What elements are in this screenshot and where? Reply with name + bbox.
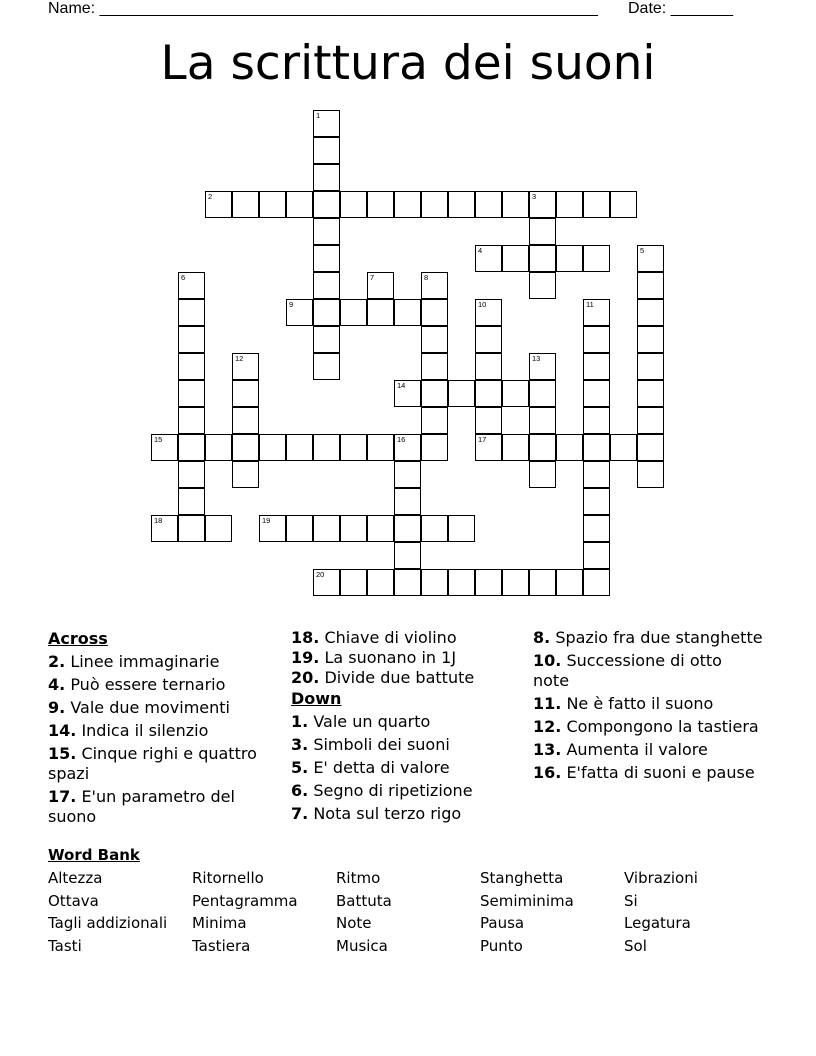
grid-cell[interactable] (232, 191, 259, 218)
grid-cell[interactable] (340, 515, 367, 542)
grid-cell[interactable] (583, 353, 610, 380)
grid-cell[interactable] (529, 434, 556, 461)
grid-cell[interactable] (313, 164, 340, 191)
word-bank-item: Minima (192, 914, 247, 932)
grid-cell[interactable] (475, 569, 502, 596)
clue-down-10: 10. Successione di otto note (533, 651, 722, 690)
grid-cell[interactable] (394, 299, 421, 326)
grid-cell[interactable] (529, 191, 556, 218)
clue-number: 14 (397, 381, 406, 390)
clue-number: 11 (586, 300, 594, 309)
clue-down-11: 11. Ne è fatto il suono (533, 694, 714, 713)
grid-cell[interactable] (340, 569, 367, 596)
grid-cell[interactable] (637, 380, 664, 407)
clue-number: 20 (316, 570, 325, 579)
word-bank-item: Semiminima (480, 892, 574, 910)
clue-number: 1 (316, 111, 321, 120)
grid-cell[interactable] (529, 461, 556, 488)
grid-cell[interactable] (367, 569, 394, 596)
grid-cell[interactable] (178, 299, 205, 326)
grid-cell[interactable] (610, 434, 637, 461)
clue-number: 17 (478, 435, 487, 444)
grid-cell[interactable] (394, 434, 421, 461)
grid-cell[interactable] (286, 434, 313, 461)
clue-number: 2 (208, 192, 213, 201)
grid-cell[interactable] (610, 191, 637, 218)
grid-cell[interactable] (178, 461, 205, 488)
clue-down-12: 12. Compongono la tastiera (533, 717, 759, 736)
grid-cell[interactable] (313, 110, 340, 137)
across-heading: Across (48, 629, 108, 648)
clue-number: 16 (397, 435, 406, 444)
grid-cell[interactable] (583, 245, 610, 272)
grid-cell[interactable] (259, 515, 286, 542)
clue-number: 19 (262, 516, 271, 525)
clue-across-17: 17. E'un parametro del suono (48, 787, 235, 826)
grid-cell[interactable] (529, 272, 556, 299)
grid-cell[interactable] (232, 434, 259, 461)
clue-number: 4 (478, 246, 483, 255)
clue-across-14: 14. Indica il silenzio (48, 721, 209, 740)
clue-number: 13 (532, 354, 541, 363)
grid-cell[interactable] (421, 326, 448, 353)
grid-cell[interactable] (313, 218, 340, 245)
clue-across-9: 9. Vale due movimenti (48, 698, 230, 717)
grid-cell[interactable] (178, 326, 205, 353)
grid-cell[interactable] (583, 407, 610, 434)
grid-cell[interactable] (475, 380, 502, 407)
clue-down-7: 7. Nota sul terzo rigo (291, 804, 462, 823)
word-bank-item: Battuta (336, 892, 392, 910)
grid-cell[interactable] (475, 407, 502, 434)
clue-number: 8 (424, 273, 429, 282)
grid-cell[interactable] (313, 434, 340, 461)
grid-cell[interactable] (502, 380, 529, 407)
word-bank-item: Tasti (48, 937, 82, 955)
grid-cell[interactable] (151, 515, 178, 542)
grid-cell[interactable] (151, 434, 178, 461)
name-field: Name: ________________________________________________________ (48, 0, 598, 17)
word-bank-title: Word Bank (48, 846, 140, 864)
word-bank-item: Si (624, 892, 638, 910)
grid-cell[interactable] (502, 569, 529, 596)
clue-number: 7 (370, 273, 375, 282)
grid-cell[interactable] (529, 380, 556, 407)
clue-number: 12 (235, 354, 244, 363)
clue-number: 18 (154, 516, 163, 525)
grid-cell[interactable] (421, 353, 448, 380)
clue-down-1: 1. Vale un quarto (291, 712, 431, 731)
grid-cell[interactable] (583, 326, 610, 353)
clues-column-3 (533, 628, 763, 786)
clue-across-18: 18. Chiave di violino (291, 628, 457, 647)
grid-cell[interactable] (178, 380, 205, 407)
grid-cell[interactable] (178, 272, 205, 299)
grid-cell[interactable] (475, 191, 502, 218)
grid-cell[interactable] (583, 299, 610, 326)
grid-cell[interactable] (232, 353, 259, 380)
grid-cell[interactable] (637, 272, 664, 299)
grid-cell[interactable] (583, 569, 610, 596)
grid-cell[interactable] (529, 407, 556, 434)
grid-cell[interactable] (313, 326, 340, 353)
grid-cell[interactable] (583, 488, 610, 515)
grid-cell[interactable] (313, 245, 340, 272)
word-bank-item: Stanghetta (480, 869, 564, 887)
grid-cell[interactable] (394, 488, 421, 515)
grid-cell[interactable] (178, 434, 205, 461)
grid-cell[interactable] (637, 326, 664, 353)
grid-cell[interactable] (313, 353, 340, 380)
grid-cell[interactable] (340, 434, 367, 461)
word-bank-item: Legatura (624, 914, 691, 932)
clue-number: 6 (181, 273, 186, 282)
word-bank-item: Tastiera (192, 937, 251, 955)
grid-cell[interactable] (583, 461, 610, 488)
word-bank-item: Ritmo (336, 869, 381, 887)
grid-cell[interactable] (448, 569, 475, 596)
clue-down-6: 6. Segno di ripetizione (291, 781, 473, 800)
clue-down-16: 16. E'fatta di suoni e pause (533, 763, 755, 782)
grid-cell[interactable] (529, 353, 556, 380)
grid-cell[interactable] (448, 380, 475, 407)
grid-cell[interactable] (583, 434, 610, 461)
grid-cell[interactable] (178, 515, 205, 542)
clue-across-20: 20. Divide due battute (291, 668, 475, 687)
grid-cell[interactable] (232, 461, 259, 488)
word-bank-item: Pentagramma (192, 892, 298, 910)
word-bank-item: Altezza (48, 869, 103, 887)
clue-down-5: 5. E' detta di valore (291, 758, 450, 777)
word-bank-item: Ottava (48, 892, 99, 910)
date-field: Date: _______ (628, 0, 733, 17)
grid-cell[interactable] (205, 434, 232, 461)
grid-cell[interactable] (421, 434, 448, 461)
clues-column-2 (291, 628, 516, 827)
grid-cell[interactable] (475, 326, 502, 353)
grid-cell[interactable] (313, 569, 340, 596)
grid-cell[interactable] (367, 434, 394, 461)
grid-cell[interactable] (583, 542, 610, 569)
clue-number: 9 (289, 300, 294, 309)
word-bank-item: Note (336, 914, 372, 932)
grid-cell[interactable] (475, 353, 502, 380)
grid-cell[interactable] (583, 380, 610, 407)
grid-cell[interactable] (340, 299, 367, 326)
grid-cell[interactable] (475, 434, 502, 461)
grid-cell[interactable] (583, 515, 610, 542)
grid-cell[interactable] (394, 380, 421, 407)
grid-cell[interactable] (475, 245, 502, 272)
grid-cell[interactable] (394, 515, 421, 542)
down-heading: Down (291, 689, 342, 708)
grid-cell[interactable] (421, 191, 448, 218)
grid-cell[interactable] (556, 245, 583, 272)
grid-cell[interactable] (637, 434, 664, 461)
grid-cell[interactable] (394, 461, 421, 488)
grid-cell[interactable] (475, 299, 502, 326)
grid-cell[interactable] (637, 245, 664, 272)
word-bank-item: Pausa (480, 914, 525, 932)
clue-across-4: 4. Può essere ternario (48, 675, 226, 694)
grid-cell[interactable] (313, 137, 340, 164)
clue-across-2: 2. Linee immaginarie (48, 652, 220, 671)
grid-cell[interactable] (529, 569, 556, 596)
grid-cell[interactable] (205, 191, 232, 218)
grid-cell[interactable] (421, 272, 448, 299)
grid-cell[interactable] (259, 191, 286, 218)
grid-cell[interactable] (340, 191, 367, 218)
grid-cell[interactable] (502, 191, 529, 218)
grid-cell[interactable] (421, 380, 448, 407)
grid-cell[interactable] (286, 299, 313, 326)
grid-cell[interactable] (394, 542, 421, 569)
word-bank-item: Ritornello (192, 869, 264, 887)
clue-down-3: 3. Simboli dei suoni (291, 735, 450, 754)
clue-number: 5 (640, 246, 645, 255)
grid-cell[interactable] (367, 299, 394, 326)
grid-cell[interactable] (232, 380, 259, 407)
grid-cell[interactable] (313, 272, 340, 299)
grid-cell[interactable] (448, 515, 475, 542)
word-bank-item: Musica (336, 937, 388, 955)
grid-cell[interactable] (529, 218, 556, 245)
grid-cell[interactable] (421, 515, 448, 542)
grid-cell[interactable] (178, 407, 205, 434)
grid-cell[interactable] (502, 245, 529, 272)
grid-cell[interactable] (286, 515, 313, 542)
grid-cell[interactable] (637, 461, 664, 488)
word-bank-item: Vibrazioni (624, 869, 698, 887)
word-bank-item: Sol (624, 937, 647, 955)
clue-number: 3 (532, 192, 537, 201)
grid-cell[interactable] (448, 191, 475, 218)
grid-cell[interactable] (259, 434, 286, 461)
grid-cell[interactable] (313, 191, 340, 218)
grid-cell[interactable] (178, 488, 205, 515)
clue-number: 15 (154, 435, 163, 444)
grid-cell[interactable] (394, 569, 421, 596)
grid-cell[interactable] (313, 299, 340, 326)
grid-cell[interactable] (556, 434, 583, 461)
grid-cell[interactable] (367, 191, 394, 218)
clue-across-15: 15. Cinque righi e quattro spazi (48, 744, 257, 783)
grid-cell[interactable] (286, 191, 313, 218)
grid-cell[interactable] (394, 191, 421, 218)
grid-cell[interactable] (637, 299, 664, 326)
clues-column-1 (48, 628, 273, 830)
grid-cell[interactable] (367, 272, 394, 299)
grid-cell[interactable] (529, 245, 556, 272)
grid-cell[interactable] (556, 191, 583, 218)
page-title: La scrittura dei suoni (160, 36, 656, 91)
grid-cell[interactable] (421, 299, 448, 326)
grid-cell[interactable] (583, 191, 610, 218)
clue-down-8: 8. Spazio fra due stanghette (533, 628, 763, 647)
grid-cell[interactable] (205, 515, 232, 542)
word-bank-item: Tagli addizionali (48, 914, 168, 932)
clue-down-13: 13. Aumenta il valore (533, 740, 708, 759)
grid-cell[interactable] (367, 515, 394, 542)
clue-across-19: 19. La suonano in 1J (291, 648, 457, 667)
grid-cell[interactable] (637, 407, 664, 434)
grid-cell[interactable] (502, 434, 529, 461)
word-bank-item: Punto (480, 937, 523, 955)
grid-cell[interactable] (178, 353, 205, 380)
grid-cell[interactable] (232, 407, 259, 434)
grid-cell[interactable] (637, 353, 664, 380)
grid-cell[interactable] (421, 407, 448, 434)
grid-cell[interactable] (556, 569, 583, 596)
grid-cell[interactable] (313, 515, 340, 542)
grid-cell[interactable] (421, 569, 448, 596)
clue-number: 10 (478, 300, 487, 309)
